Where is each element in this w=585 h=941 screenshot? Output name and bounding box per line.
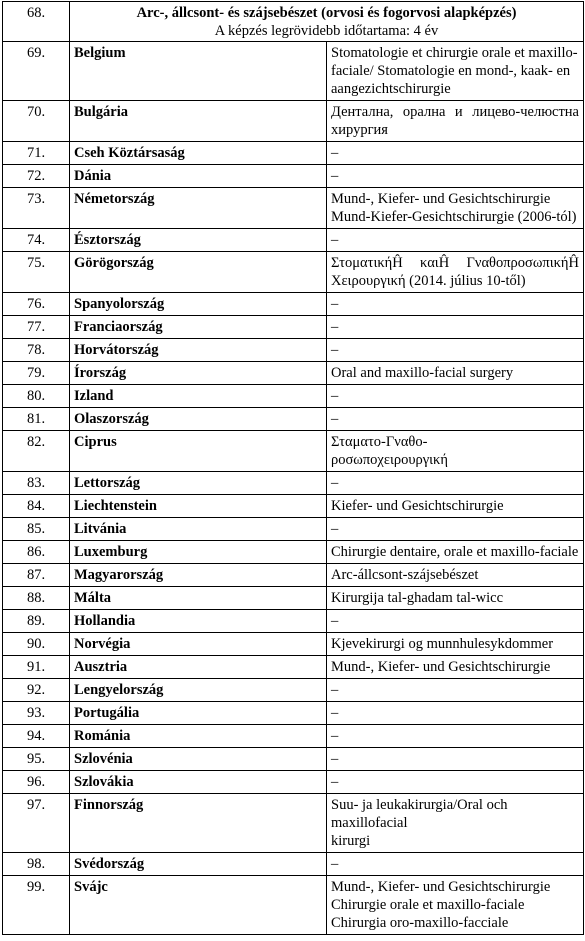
table-row bbox=[3, 794, 584, 853]
row-number: 89. bbox=[3, 610, 70, 633]
specialty-name-line: Suu- ja leukakirurgia/Oral och maxillofacial bbox=[331, 797, 508, 831]
row-number: 69. bbox=[3, 42, 70, 101]
row-number: 82. bbox=[3, 431, 70, 472]
country-name: Portugália bbox=[70, 702, 327, 725]
specialty-name-line: – bbox=[331, 145, 339, 161]
specialty-name-cell bbox=[327, 252, 584, 293]
specialty-name-cell bbox=[327, 385, 584, 408]
table-row bbox=[3, 564, 584, 587]
country-name: Horvátország bbox=[70, 339, 327, 362]
specialty-name-line: Mund-, Kiefer- und Gesichtschirurgie bbox=[331, 879, 551, 895]
row-number: 91. bbox=[3, 656, 70, 679]
table-row bbox=[3, 725, 584, 748]
country-name: Málta bbox=[70, 587, 327, 610]
row-number: 93. bbox=[3, 702, 70, 725]
specialty-name-line: – bbox=[331, 168, 339, 184]
country-name: Hollandia bbox=[70, 610, 327, 633]
specialty-name-cell bbox=[327, 876, 584, 935]
country-name: Belgium bbox=[70, 42, 327, 101]
specialty-name-cell bbox=[327, 541, 584, 564]
table-row bbox=[3, 702, 584, 725]
specialty-name-line: – bbox=[331, 411, 339, 427]
specialty-name-line: – bbox=[331, 705, 339, 721]
specialty-table bbox=[2, 1, 584, 935]
table-row bbox=[3, 408, 584, 431]
row-number: 72. bbox=[3, 165, 70, 188]
specialty-name-line: Oral and maxillo-facial surgery bbox=[331, 365, 514, 381]
specialty-name-line: Chirurgia oro-maxillo-facciale bbox=[331, 915, 509, 931]
row-number: 98. bbox=[3, 853, 70, 876]
specialty-name-cell bbox=[327, 362, 584, 385]
country-name: Olaszország bbox=[70, 408, 327, 431]
specialty-name-cell bbox=[327, 188, 584, 229]
table-row bbox=[3, 518, 584, 541]
specialty-name-cell bbox=[327, 495, 584, 518]
country-name: Románia bbox=[70, 725, 327, 748]
specialty-name-line: Mund-, Kiefer- und Gesichtschirurgie bbox=[331, 191, 551, 207]
specialty-name-line: ροσωποχειρουργική bbox=[331, 452, 448, 468]
row-number: 76. bbox=[3, 293, 70, 316]
table-row bbox=[3, 188, 584, 229]
table-row bbox=[3, 293, 584, 316]
header-number: 68. bbox=[3, 2, 70, 42]
specialty-name-line: Arc-állcsont-szájsebészet bbox=[331, 567, 479, 583]
table-row bbox=[3, 495, 584, 518]
table-row bbox=[3, 316, 584, 339]
row-number: 85. bbox=[3, 518, 70, 541]
table-row bbox=[3, 472, 584, 495]
row-number: 99. bbox=[3, 876, 70, 935]
header-title-cell bbox=[70, 2, 584, 42]
specialty-name-cell bbox=[327, 771, 584, 794]
row-number: 94. bbox=[3, 725, 70, 748]
country-name: Észtország bbox=[70, 229, 327, 252]
country-name: Spanyolország bbox=[70, 293, 327, 316]
specialty-name-line: aangezichtschirurgie bbox=[331, 81, 451, 97]
specialty-name-cell bbox=[327, 679, 584, 702]
specialty-name-line: Mund-, Kiefer- und Gesichtschirurgie bbox=[331, 659, 551, 675]
row-number: 92. bbox=[3, 679, 70, 702]
row-number: 96. bbox=[3, 771, 70, 794]
specialty-name-cell bbox=[327, 165, 584, 188]
specialty-name-line: Chirurgie dentaire, orale et maxillo-faciale bbox=[331, 544, 579, 560]
table-row bbox=[3, 656, 584, 679]
specialty-name-cell bbox=[327, 656, 584, 679]
table-row bbox=[3, 362, 584, 385]
specialty-name-cell bbox=[327, 725, 584, 748]
table-row bbox=[3, 142, 584, 165]
table-header-row bbox=[3, 2, 584, 42]
row-number: 84. bbox=[3, 495, 70, 518]
table-row bbox=[3, 339, 584, 362]
row-number: 86. bbox=[3, 541, 70, 564]
specialty-name-cell bbox=[327, 564, 584, 587]
row-number: 71. bbox=[3, 142, 70, 165]
table-row bbox=[3, 42, 584, 101]
specialty-name-line: ΣτοματικήĤ καιĤ ΓναθοπροσωπικήĤ bbox=[331, 255, 579, 271]
specialty-name-line: – bbox=[331, 388, 339, 404]
row-number: 97. bbox=[3, 794, 70, 853]
specialty-name-line: – bbox=[331, 296, 339, 312]
specialty-name-cell bbox=[327, 229, 584, 252]
country-name: Görögország bbox=[70, 252, 327, 293]
table-row bbox=[3, 876, 584, 935]
specialty-name-line: – bbox=[331, 856, 339, 872]
specialty-name-line: – bbox=[331, 521, 339, 537]
table-row bbox=[3, 541, 584, 564]
country-name: Bulgária bbox=[70, 101, 327, 142]
specialty-name-cell bbox=[327, 633, 584, 656]
specialty-name-cell bbox=[327, 316, 584, 339]
header-title: Arc-, állcsont- és szájsebészet (orvosi és fogorvosi alapképzés) bbox=[136, 5, 517, 21]
country-name: Magyarország bbox=[70, 564, 327, 587]
specialty-name-line: хирургия bbox=[331, 122, 388, 138]
table-row bbox=[3, 385, 584, 408]
specialty-name-line: – bbox=[331, 728, 339, 744]
country-name: Németország bbox=[70, 188, 327, 229]
row-number: 77. bbox=[3, 316, 70, 339]
specialty-name-line: Χειρουργική (2014. július 10-től) bbox=[331, 273, 526, 289]
specialty-name-cell bbox=[327, 42, 584, 101]
country-name: Norvégia bbox=[70, 633, 327, 656]
specialty-name-line: Kiefer- und Gesichtschirurgie bbox=[331, 498, 504, 514]
country-name: Luxemburg bbox=[70, 541, 327, 564]
header-subtitle: A képzés legrövidebb időtartama: 4 év bbox=[214, 23, 439, 39]
table-row bbox=[3, 853, 584, 876]
country-name: Ciprus bbox=[70, 431, 327, 472]
row-number: 73. bbox=[3, 188, 70, 229]
table-row bbox=[3, 229, 584, 252]
table-row bbox=[3, 431, 584, 472]
specialty-name-cell bbox=[327, 339, 584, 362]
table-row bbox=[3, 165, 584, 188]
row-number: 80. bbox=[3, 385, 70, 408]
specialty-name-cell bbox=[327, 518, 584, 541]
specialty-name-line: – bbox=[331, 319, 339, 335]
table-row bbox=[3, 748, 584, 771]
specialty-name-cell bbox=[327, 853, 584, 876]
row-number: 70. bbox=[3, 101, 70, 142]
specialty-name-line: Kirurgija tal-ghadam tal-wicc bbox=[331, 590, 504, 606]
row-number: 81. bbox=[3, 408, 70, 431]
country-name: Lettország bbox=[70, 472, 327, 495]
specialty-name-line: Chirurgie orale et maxillo-faciale bbox=[331, 897, 525, 913]
country-name: Izland bbox=[70, 385, 327, 408]
table-row bbox=[3, 771, 584, 794]
row-number: 88. bbox=[3, 587, 70, 610]
specialty-name-line: – bbox=[331, 342, 339, 358]
specialty-name-line: – bbox=[331, 613, 339, 629]
row-number: 75. bbox=[3, 252, 70, 293]
country-name: Liechtenstein bbox=[70, 495, 327, 518]
country-name: Finnország bbox=[70, 794, 327, 853]
table-row bbox=[3, 252, 584, 293]
row-number: 78. bbox=[3, 339, 70, 362]
row-number: 79. bbox=[3, 362, 70, 385]
specialty-name-cell bbox=[327, 142, 584, 165]
specialty-name-line: Kjevekirurgi og munnhulesykdommer bbox=[331, 636, 554, 652]
specialty-name-line: – bbox=[331, 774, 339, 790]
specialty-name-line: – bbox=[331, 751, 339, 767]
row-number: 95. bbox=[3, 748, 70, 771]
row-number: 74. bbox=[3, 229, 70, 252]
table-row bbox=[3, 633, 584, 656]
country-name: Írország bbox=[70, 362, 327, 385]
country-name: Litvánia bbox=[70, 518, 327, 541]
specialty-name-cell bbox=[327, 748, 584, 771]
specialty-name-cell bbox=[327, 472, 584, 495]
specialty-name-line: kirurgi bbox=[331, 833, 371, 849]
row-number: 90. bbox=[3, 633, 70, 656]
specialty-name-cell bbox=[327, 431, 584, 472]
table-row bbox=[3, 610, 584, 633]
specialty-name-cell bbox=[327, 702, 584, 725]
specialty-name-cell bbox=[327, 293, 584, 316]
country-name: Svájc bbox=[70, 876, 327, 935]
country-name: Dánia bbox=[70, 165, 327, 188]
row-number: 87. bbox=[3, 564, 70, 587]
specialty-name-line: Stomatologie et chirurgie orale et maxillo- bbox=[331, 45, 578, 61]
table-row bbox=[3, 679, 584, 702]
country-name: Szlovákia bbox=[70, 771, 327, 794]
specialty-name-cell bbox=[327, 587, 584, 610]
specialty-name-line: – bbox=[331, 475, 339, 491]
country-name: Svédország bbox=[70, 853, 327, 876]
specialty-name-cell bbox=[327, 408, 584, 431]
specialty-name-cell bbox=[327, 101, 584, 142]
specialty-name-cell bbox=[327, 794, 584, 853]
table-row bbox=[3, 587, 584, 610]
specialty-name-line: faciale/ Stomatologie en mond-, kaak- en bbox=[331, 63, 571, 79]
specialty-name-line: Mund-Kiefer-Gesichtschirurgie (2006-tól) bbox=[331, 209, 577, 225]
specialty-name-line: – bbox=[331, 682, 339, 698]
country-name: Lengyelország bbox=[70, 679, 327, 702]
table-body bbox=[3, 2, 584, 935]
specialty-name-line: Σταματο-Γναθο- bbox=[331, 434, 428, 450]
country-name: Cseh Köztársaság bbox=[70, 142, 327, 165]
table-row bbox=[3, 101, 584, 142]
country-name: Ausztria bbox=[70, 656, 327, 679]
specialty-name-line: Дентална, орална и лицево-челюстна bbox=[331, 104, 579, 120]
specialty-name-cell bbox=[327, 610, 584, 633]
specialty-name-line: – bbox=[331, 232, 339, 248]
row-number: 83. bbox=[3, 472, 70, 495]
country-name: Szlovénia bbox=[70, 748, 327, 771]
country-name: Franciaország bbox=[70, 316, 327, 339]
